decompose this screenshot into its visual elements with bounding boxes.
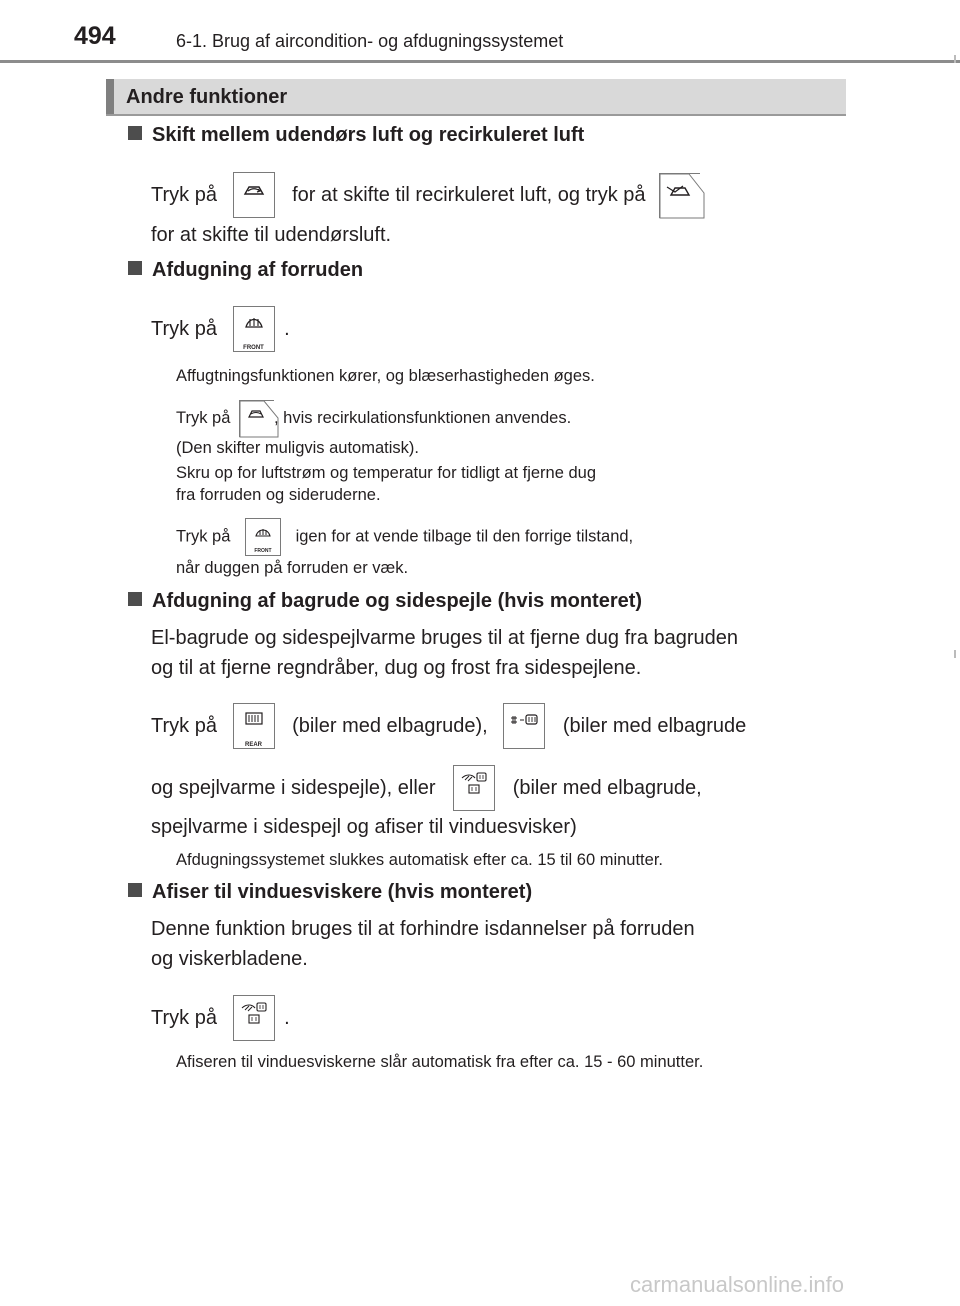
- mirror-heater-icon: [504, 704, 544, 748]
- text-line: for at skifte til udendørsluft.: [151, 224, 392, 246]
- text: Tryk på: [151, 318, 217, 340]
- chapter-title: 6-1. Brug af aircondition- og afdugningssystemet: [176, 31, 564, 51]
- text: Tryk på: [151, 715, 217, 737]
- text: .: [284, 318, 290, 340]
- bullet-square: [128, 592, 142, 606]
- text: (biler med elbagrude),: [292, 715, 488, 737]
- note-front-again: [176, 518, 633, 556]
- watermark: carmanualsonline.info: [630, 1272, 845, 1297]
- heading-text: Afiser til vinduesviskere (hvis monteret): [152, 881, 533, 903]
- text: , hvis recirkulationsfunktionen anvendes.: [274, 409, 572, 427]
- text-line: spejlvarme i sidespejl og afiser til vinduesvisker): [151, 816, 577, 838]
- mirror-heater-button: [503, 703, 545, 749]
- text: (biler med elbagrude,: [512, 777, 702, 799]
- bullet-square: [128, 261, 142, 275]
- text: for at skifte til recirkuleret luft, og tryk på: [292, 184, 646, 206]
- recirculation-icon: [234, 173, 274, 217]
- edge-mark: [954, 650, 956, 658]
- wiper-deicer-icon: [234, 996, 274, 1040]
- paragraph-wiper-deicer: [151, 995, 290, 1041]
- paragraph-front-defog: [151, 306, 290, 352]
- heading-air-switch: [128, 124, 584, 147]
- edge-mark: [954, 55, 956, 63]
- paragraph-air-switch: [151, 172, 700, 218]
- note-recirculation: [176, 400, 571, 437]
- note-text: når duggen på forruden er væk.: [176, 559, 409, 577]
- paragraph-rear-defog-2: [151, 765, 702, 811]
- text-line: Denne funktion bruges til at forhindre isdannelser på forruden: [151, 918, 695, 940]
- heading-text: Skift mellem udendørs luft og recirkuleret luft: [152, 124, 585, 146]
- outside-air-button: [659, 173, 700, 218]
- text: Tryk på: [176, 527, 231, 546]
- header-rule: [0, 60, 960, 63]
- text: og spejlvarme i sidespejle), eller: [151, 777, 436, 799]
- front-defogger-button-small: [245, 518, 281, 556]
- text: Tryk på: [151, 184, 217, 206]
- rear-defogger-button: [233, 703, 275, 749]
- rear-label: REAR: [244, 742, 262, 748]
- recirculation-button: [233, 172, 275, 218]
- heading-text: Afdugning af bagrude og sidespejle (hvis monteret): [152, 590, 643, 612]
- text-line: og viskerbladene.: [151, 948, 308, 970]
- bullet-square: [128, 126, 142, 140]
- heading-front-defog: [128, 259, 363, 282]
- front-label: FRONT: [254, 548, 272, 554]
- wiper-deicer-button: [453, 765, 495, 811]
- text-line: og til at fjerne regndråber, dug og frost fra sidespejlene.: [151, 657, 642, 679]
- note-text: Afiseren til vinduesviskerne slår automatisk fra efter ca. 15 - 60 minutter.: [176, 1053, 704, 1071]
- text: (biler med elbagrude: [562, 715, 747, 737]
- text-line: El-bagrude og sidespejlvarme bruges til at fjerne dug fra bagruden: [151, 627, 739, 649]
- recirculation-icon: [239, 400, 279, 438]
- section-bar-accent: [106, 79, 114, 114]
- paragraph-rear-defog: [151, 703, 746, 749]
- note-text: Afdugningssystemet slukkes automatisk efter ca. 15 til 60 minutter.: [176, 851, 663, 869]
- text: igen for at vende tilbage til den forrige tilstand,: [295, 527, 634, 546]
- text: Tryk på: [176, 409, 231, 427]
- bullet-square: [128, 883, 142, 897]
- page-number: 494: [74, 22, 116, 50]
- note-text: fra forruden og sideruderne.: [176, 486, 381, 504]
- heading-rear-defog: [128, 590, 642, 613]
- note-text: Affugtningsfunktionen kører, og blæserhastigheden øges.: [176, 367, 595, 385]
- heading-text: Afdugning af forruden: [152, 259, 364, 281]
- note-text: (Den skifter muligvis automatisk).: [176, 439, 419, 457]
- recirculation-button-small: [239, 400, 274, 437]
- text: Tryk på: [151, 1007, 217, 1029]
- front-defogger-button: [233, 306, 275, 352]
- note-text: Skru op for luftstrøm og temperatur for tidligt at fjerne dug: [176, 464, 597, 482]
- wiper-deicer-icon: [454, 766, 494, 810]
- section-title: Andre funktioner: [126, 86, 288, 108]
- heading-wiper-deicer: [128, 881, 532, 904]
- text: .: [284, 1007, 290, 1029]
- section-bar: [106, 79, 846, 116]
- outside-air-icon: [659, 173, 705, 219]
- front-label: FRONT: [243, 345, 264, 351]
- wiper-deicer-button: [233, 995, 275, 1041]
